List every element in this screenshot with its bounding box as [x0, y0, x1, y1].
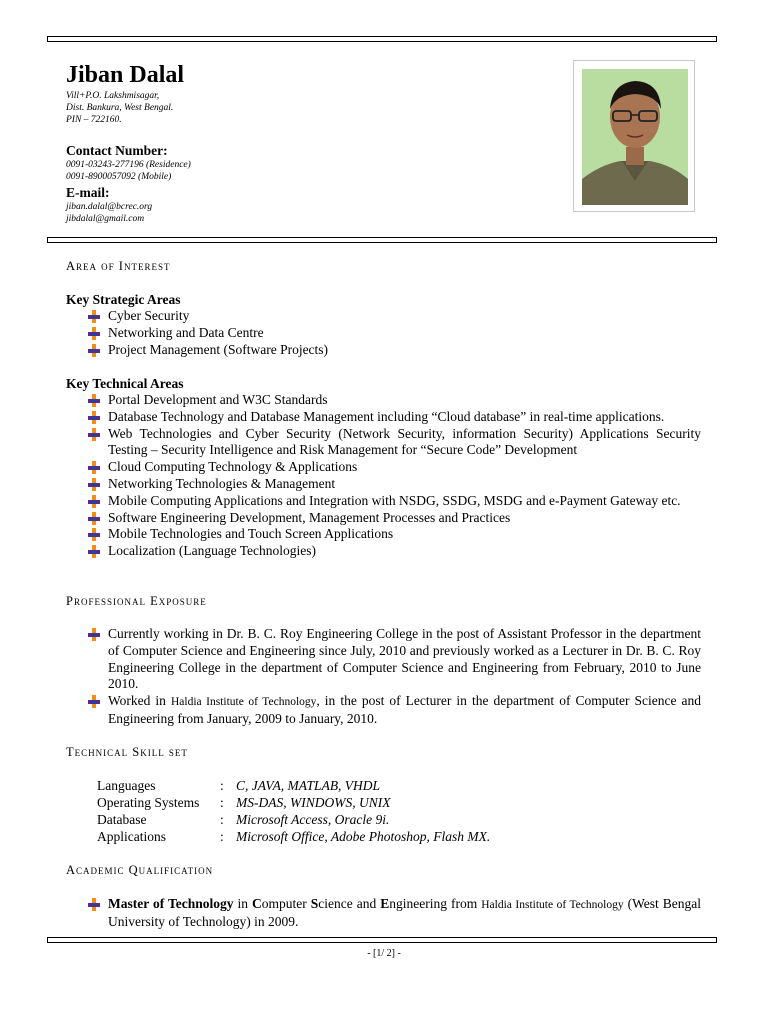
section-heading-interest: Area of Interest: [66, 259, 171, 273]
degree-text: omputer: [261, 896, 311, 911]
bottom-rule: [47, 937, 717, 943]
strategic-heading: Key Strategic Areas: [66, 292, 181, 307]
list-item-text: Networking Technologies & Management: [108, 475, 336, 491]
bullet-icon: [87, 545, 101, 558]
email-link[interactable]: jibdalal@gmail.com: [66, 214, 145, 224]
list-item-text: Mobile Technologies and Touch Screen Applications: [108, 526, 394, 542]
bullet-icon: [87, 628, 101, 641]
academic-list: [108, 896, 701, 931]
address-line: Dist. Bankura, West Bengal.: [66, 103, 174, 113]
initial-letter: E: [380, 896, 390, 911]
initial-letter: C: [252, 896, 262, 911]
phone-mobile: 0091-8900057092 (Mobile): [66, 172, 172, 182]
section-heading-skills: Technical Skill set: [66, 745, 188, 759]
list-item: [108, 325, 704, 342]
degree-text: ngineering from: [389, 896, 482, 911]
bullet-icon: [87, 495, 101, 508]
bullet-icon: [87, 478, 101, 491]
table-row: [97, 794, 490, 811]
list-item: [108, 896, 701, 931]
list-item: [108, 626, 701, 693]
degree-text: cience and: [318, 896, 381, 911]
list-item: [108, 493, 701, 510]
skill-separator: :: [220, 829, 224, 844]
list-item: [108, 526, 701, 543]
list-item: [108, 409, 701, 426]
bullet-icon: [87, 428, 101, 441]
list-item-text: Currently working in Dr. B. C. Roy Engineering College in the post of Assistant Professor in the department of Computer Science and Engineering since July, 2010 and previously worked as a Lecturer in Dr. B. C. Roy Engineering College in the department of Computer Science and Engineering from February, 2010 to June 2010.: [108, 626, 701, 692]
skill-separator: :: [220, 812, 224, 827]
list-item: [108, 342, 704, 359]
email-label: E-mail:: [66, 185, 110, 200]
list-item: [108, 543, 701, 560]
technical-heading: Key Technical Areas: [66, 376, 184, 391]
list-item-text: , in the post of Lecturer in the department of Computer Science and Engineering from January, 2009 to January, 2010.: [108, 693, 702, 726]
list-item-text: Networking and Data Centre: [108, 324, 264, 340]
skill-separator: :: [220, 795, 224, 810]
address: [66, 90, 173, 126]
bullet-icon: [87, 528, 101, 541]
skill-separator: :: [220, 778, 224, 793]
bullet-icon: [87, 310, 101, 323]
skill-label: Operating Systems: [97, 795, 200, 810]
list-item-text: Software Engineering Development, Management Processes and Practices: [108, 509, 511, 525]
list-item: [108, 476, 701, 493]
contact-label: Contact Number:: [66, 143, 168, 158]
skill-value: MS-DAS, WINDOWS, UNIX: [236, 795, 391, 810]
list-item-text: Cyber Security: [108, 308, 190, 323]
list-item-text: Database Technology and Database Management including “Cloud database” in real-time applications.: [108, 408, 665, 424]
bullet-icon: [87, 898, 101, 911]
phone-residence: 0091-03243-277196 (Residence): [66, 160, 191, 170]
bullet-icon: [87, 327, 101, 340]
page-number: - [1/ 2] -: [367, 948, 401, 959]
technical-list: [108, 392, 701, 560]
list-item: [108, 426, 701, 460]
bullet-icon: [87, 695, 101, 708]
strategic-list: [108, 308, 704, 358]
list-item: [108, 693, 701, 728]
exposure-list: [108, 626, 701, 728]
address-line: PIN – 722160.: [66, 115, 122, 125]
table-row: [97, 828, 490, 845]
email-link[interactable]: jiban.dalal@bcrec.org: [66, 202, 153, 212]
skill-value: C, JAVA, MATLAB, VHDL: [236, 778, 381, 793]
list-item-text: Web Technologies and Cyber Security (Network Security, information Security) Applications Security Testing – Security Intelligence and Risk Management for “Secure Code” Development: [108, 425, 701, 458]
skill-label: Languages: [97, 778, 156, 793]
degree-text: (West Bengal University of Technology) in 2009.: [108, 896, 701, 929]
list-item-text: Portal Development and W3C Standards: [108, 392, 328, 407]
bullet-icon: [87, 461, 101, 474]
address-line: Vill+P.O. Lakshmisagar,: [66, 91, 160, 101]
top-rule: [47, 36, 717, 42]
skill-label: Database: [97, 812, 147, 827]
degree-name: Master of Technology: [108, 896, 234, 911]
skill-value: Microsoft Office, Adobe Photoshop, Flash MX.: [236, 829, 491, 844]
bullet-icon: [87, 411, 101, 424]
table-row: [97, 811, 490, 828]
list-item-text: Mobile Computing Applications and Integration with NSDG, SSDG, MSDG and e-Payment Gateway etc.: [108, 492, 681, 508]
degree-text: in: [233, 896, 253, 911]
header-rule: [47, 237, 717, 243]
list-item-text: Project Management (Software Projects): [108, 341, 329, 357]
skills-table: [97, 777, 490, 845]
phone-list: [66, 159, 191, 183]
profile-photo-frame: [573, 60, 695, 212]
list-item-text: Localization (Language Technologies): [108, 543, 316, 559]
list-item: [108, 308, 704, 325]
initial-letter: S: [310, 896, 319, 911]
email-list: [66, 201, 152, 225]
list-item: [108, 392, 701, 409]
section-heading-academic: Academic Qualification: [66, 863, 214, 877]
candidate-name: Jiban Dalal: [66, 62, 185, 88]
profile-photo: [582, 69, 688, 205]
skill-label: Applications: [97, 829, 166, 844]
bullet-icon: [87, 512, 101, 525]
list-item: [108, 459, 701, 476]
list-item-text: Worked in: [108, 693, 171, 709]
table-row: [97, 777, 490, 794]
institute-name: Haldia Institute of Technology: [170, 696, 317, 709]
section-heading-exposure: Professional Exposure: [66, 594, 207, 608]
list-item: [108, 510, 701, 527]
institute-name: Haldia Institute of Technology: [481, 899, 624, 911]
skill-value: Microsoft Access, Oracle 9i.: [236, 812, 390, 827]
list-item-text: Cloud Computing Technology & Applications: [108, 459, 358, 475]
bullet-icon: [87, 344, 101, 357]
bullet-icon: [87, 394, 101, 407]
